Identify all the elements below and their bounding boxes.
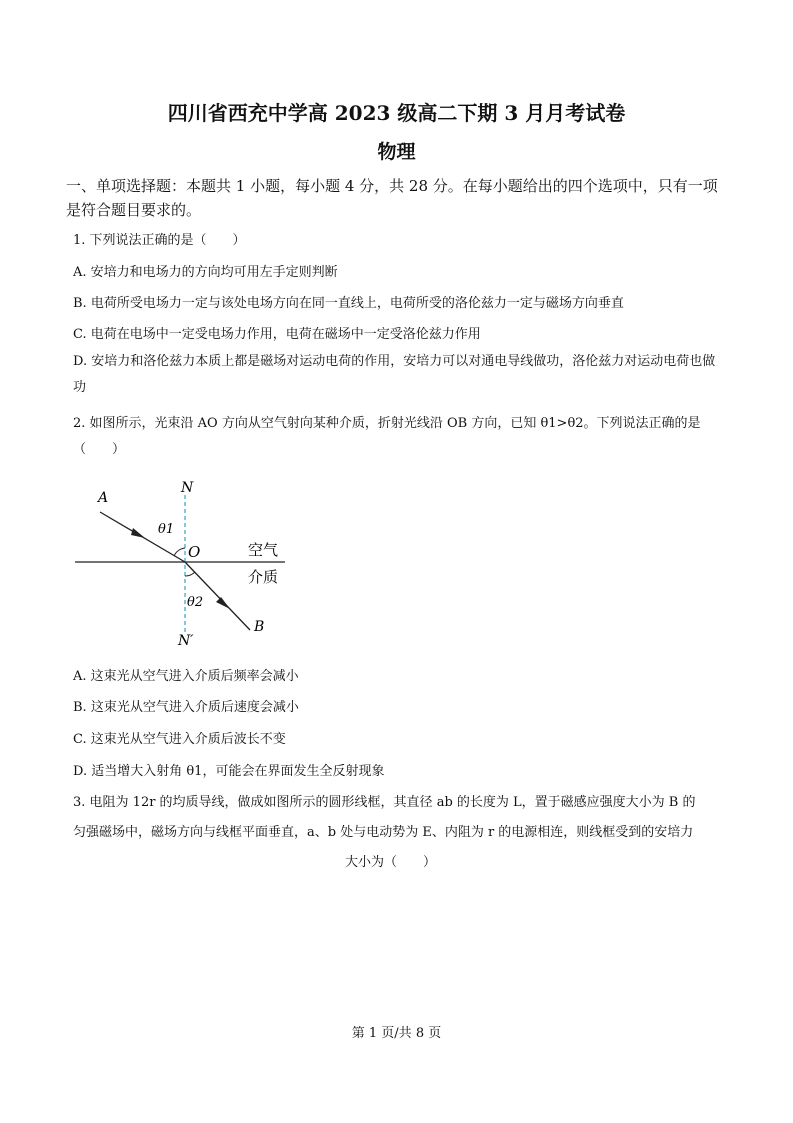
label-n-prime: N′ xyxy=(178,633,194,645)
theta1-arc xyxy=(174,548,185,556)
theta2-arc xyxy=(185,572,195,576)
label-theta1: θ1 xyxy=(158,522,175,537)
label-air: 空气 xyxy=(248,541,279,559)
question-3-line1: 3. 电阻为 12r 的均质导线，做成如图所示的圆形线框，其直径 ab 的长度为 L，置于磁感应强度大小为 B 的 xyxy=(73,795,696,810)
label-theta2: θ2 xyxy=(187,595,204,610)
page-footer: 第 1 页/共 8 页 xyxy=(351,1026,442,1041)
label-medium: 介质 xyxy=(248,568,279,586)
q2-option-c: C. 这束光从空气进入介质后波长不变 xyxy=(73,732,286,747)
subject-title: 物理 xyxy=(377,141,416,163)
label-b: B xyxy=(254,619,265,635)
question-3-line3: 大小为（ ） xyxy=(345,855,437,870)
refracted-arrow xyxy=(216,597,230,609)
label-a: A xyxy=(98,490,109,506)
q1-option-c: C. 电荷在电场中一定受电场力作用，电荷在磁场中一定受洛伦兹力作用 xyxy=(73,327,481,342)
q1-option-d: D. 安培力和洛伦兹力本质上都是磁场对运动电荷的作用，安培力可以对通电导线做功，洛伦兹力对运动电荷也做功 xyxy=(73,354,716,395)
refraction-diagram xyxy=(70,470,300,645)
incident-arrow xyxy=(131,528,145,538)
q1-option-b: B. 电荷所受电场力一定与该处电场方向在同一直线上，电荷所受的洛伦兹力一定与磁场方向垂直 xyxy=(73,296,624,311)
q2-option-d: D. 适当增大入射角 θ1，可能会在界面发生全反射现象 xyxy=(73,764,385,779)
label-n: N xyxy=(181,480,194,496)
q2-option-b: B. 这束光从空气进入介质后速度会减小 xyxy=(73,700,299,715)
section-heading: 一、单项选择题：本题共 1 小题，每小题 4 分，共 28 分。在每小题给出的四个选项中，只有一项是符合题目要求的。 xyxy=(66,177,718,219)
exam-title: 四川省西充中学高 2023 级高二下期 3 月月考试卷 xyxy=(167,101,626,125)
q1-option-a: A. 安培力和电场力的方向均可用左手定则判断 xyxy=(73,265,338,280)
question-3-line2: 匀强磁场中，磁场方向与线框平面垂直，a、b 处与电动势为 E、内阻为 r 的电源相连，则线框受到的安培力 xyxy=(73,825,694,840)
q2-option-a: A. 这束光从空气进入介质后频率会减小 xyxy=(73,669,299,684)
label-o: O xyxy=(188,543,201,561)
question-2-stem: 2. 如图所示，光束沿 AO 方向从空气射向某种介质，折射光线沿 OB 方向，已知 θ1>θ2。下列说法正确的是（ ） xyxy=(73,416,701,457)
question-1-stem: 1. 下列说法正确的是（ ） xyxy=(73,233,246,248)
